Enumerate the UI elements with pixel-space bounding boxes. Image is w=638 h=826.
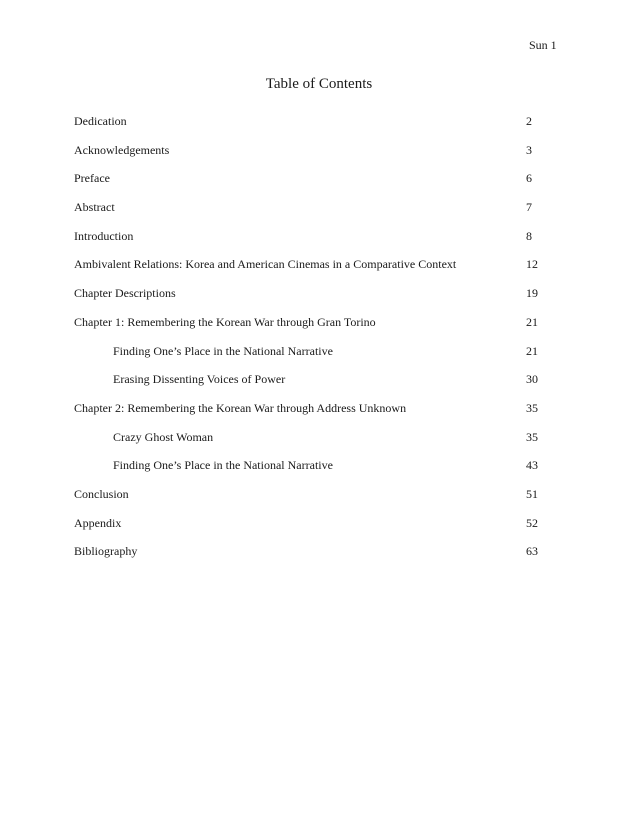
- toc-subentry: [74, 429, 566, 458]
- toc-subentry: [74, 371, 566, 400]
- toc-entry-label: Chapter Descriptions: [74, 286, 176, 301]
- toc-entry-label: Introduction: [74, 228, 134, 243]
- toc-entry-page: 8: [526, 228, 532, 243]
- toc-entry-label: Preface: [74, 171, 110, 186]
- toc-entry-label: Crazy Ghost Woman: [113, 429, 214, 444]
- page-title: Table of Contents: [265, 76, 373, 92]
- toc-entry-page: 51: [526, 486, 538, 501]
- toc-entry-page: 43: [526, 458, 538, 473]
- toc-entry-label: Bibliography: [74, 544, 138, 559]
- toc-entry: [74, 142, 566, 171]
- toc-entry-label: Chapter 2: Remembering the Korean War through Address Unknown: [74, 400, 407, 415]
- table-of-contents: [74, 113, 566, 572]
- toc-entry-page: 7: [526, 200, 532, 215]
- toc-entry: [74, 486, 566, 515]
- toc-entry-page: 35: [526, 400, 538, 415]
- toc-entry: [74, 543, 566, 572]
- toc-entry-label: Finding One’s Place in the National Narrative: [113, 343, 333, 358]
- toc-entry-label: Dedication: [74, 114, 127, 128]
- toc-entry-label: Ambivalent Relations: Korea and American Cinemas in a Comparative Context: [74, 257, 457, 272]
- toc-entry-page: 52: [526, 515, 538, 530]
- toc-entry-label: Appendix: [74, 515, 122, 530]
- toc-entry-label: Acknowledgements: [74, 142, 170, 157]
- toc-entry: [74, 314, 566, 343]
- toc-entry-page: 30: [526, 372, 538, 387]
- toc-entry-page: 21: [526, 343, 538, 358]
- toc-entry-label: Chapter 1: Remembering the Korean War through Gran Torino: [74, 314, 376, 329]
- toc-entry-page: 21: [526, 314, 538, 329]
- toc-entry: [74, 170, 566, 199]
- toc-entry: [74, 199, 566, 228]
- toc-entry: [74, 113, 566, 142]
- toc-entry: [74, 228, 566, 257]
- toc-entry-label: Conclusion: [74, 486, 129, 501]
- toc-entry-page: 2: [526, 114, 532, 128]
- toc-subentry: [74, 343, 566, 372]
- toc-entry: [74, 285, 566, 314]
- toc-entry-page: 63: [526, 544, 538, 559]
- toc-entry-page: 6: [526, 171, 532, 186]
- toc-entry-page: 19: [526, 286, 538, 301]
- toc-entry-label: Abstract: [74, 200, 115, 215]
- toc-entry-page: 3: [526, 142, 532, 157]
- toc-subentry: [74, 457, 566, 486]
- toc-entry-label: Erasing Dissenting Voices of Power: [113, 372, 286, 387]
- toc-entry: [74, 400, 566, 429]
- toc-entry: [74, 256, 566, 285]
- toc-entry: [74, 515, 566, 544]
- running-head: Sun 1: [529, 38, 557, 52]
- toc-entry-page: 35: [526, 429, 538, 444]
- toc-entry-label: Finding One’s Place in the National Narrative: [113, 458, 333, 473]
- toc-entry-page: 12: [526, 257, 538, 272]
